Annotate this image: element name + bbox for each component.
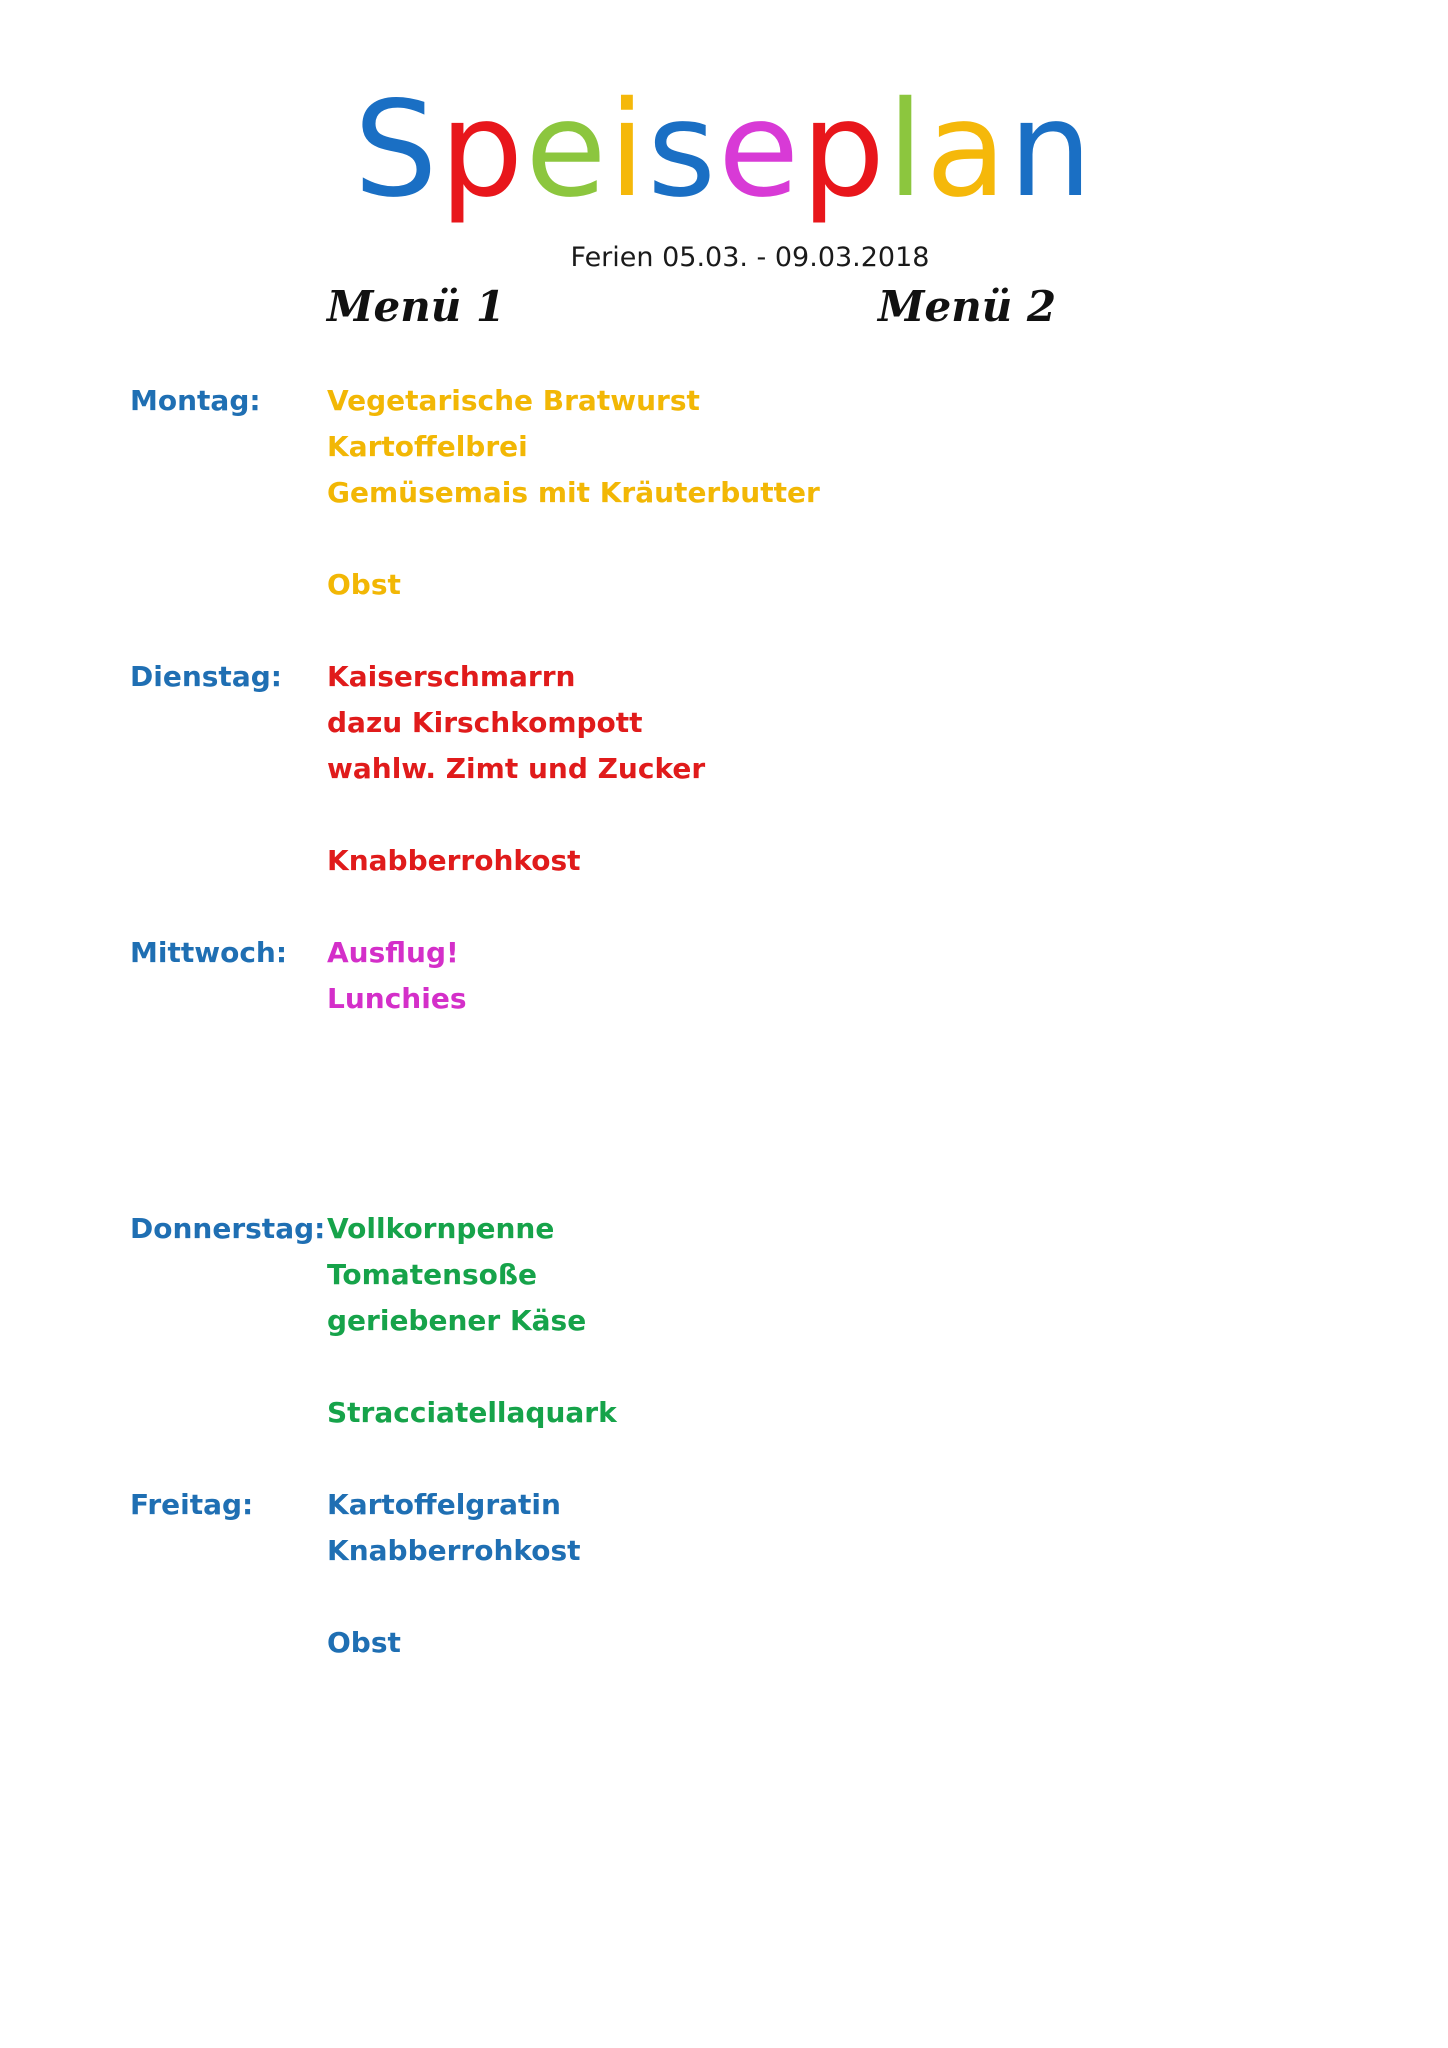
title-letter: e bbox=[525, 73, 609, 227]
day-label-montag: Montag: bbox=[130, 384, 261, 417]
title-letter: a bbox=[925, 73, 1009, 227]
dish-item: dazu Kirschkompott bbox=[327, 706, 643, 739]
title-letter: e bbox=[718, 73, 802, 227]
menu-2-heading: Menü 2 bbox=[878, 282, 1057, 331]
dish-item: geriebener Käse bbox=[327, 1304, 587, 1337]
day-label-donnerstag: Donnerstag: bbox=[130, 1212, 326, 1245]
title-letter: p bbox=[801, 73, 888, 227]
dish-item: Obst bbox=[327, 568, 401, 601]
day-label-freitag: Freitag: bbox=[130, 1488, 254, 1521]
day-label-dienstag: Dienstag: bbox=[130, 660, 282, 693]
dish-item: Kartoffelbrei bbox=[327, 430, 528, 463]
dish-item: Knabberrohkost bbox=[327, 1534, 581, 1567]
dish-item: Gemüsemais mit Kräuterbutter bbox=[327, 476, 820, 509]
date-range-subtitle: Ferien 05.03. - 09.03.2018 bbox=[570, 242, 930, 273]
dish-item: Stracciatellaquark bbox=[327, 1396, 617, 1429]
dish-item: Vegetarische Bratwurst bbox=[327, 384, 700, 417]
menu-1-heading: Menü 1 bbox=[327, 282, 506, 331]
page-title bbox=[0, 70, 1448, 230]
dish-item: Ausflug! bbox=[327, 936, 459, 969]
title-letter: S bbox=[353, 73, 440, 227]
title-letter: l bbox=[887, 73, 926, 227]
dish-item: Tomatensoße bbox=[327, 1258, 538, 1291]
dish-item: Knabberrohkost bbox=[327, 844, 581, 877]
dish-item: Vollkornpenne bbox=[327, 1212, 555, 1245]
dish-item: wahlw. Zimt und Zucker bbox=[327, 752, 706, 785]
dish-item: Kaiserschmarrn bbox=[327, 660, 576, 693]
day-label-mittwoch: Mittwoch: bbox=[130, 936, 288, 969]
dish-item: Obst bbox=[327, 1626, 401, 1659]
title-letter: i bbox=[608, 73, 648, 227]
title-letter: p bbox=[439, 73, 526, 227]
dish-item: Kartoffelgratin bbox=[327, 1488, 561, 1521]
title-letter: s bbox=[647, 73, 718, 227]
dish-item: Lunchies bbox=[327, 982, 467, 1015]
title-letter: n bbox=[1008, 73, 1095, 227]
